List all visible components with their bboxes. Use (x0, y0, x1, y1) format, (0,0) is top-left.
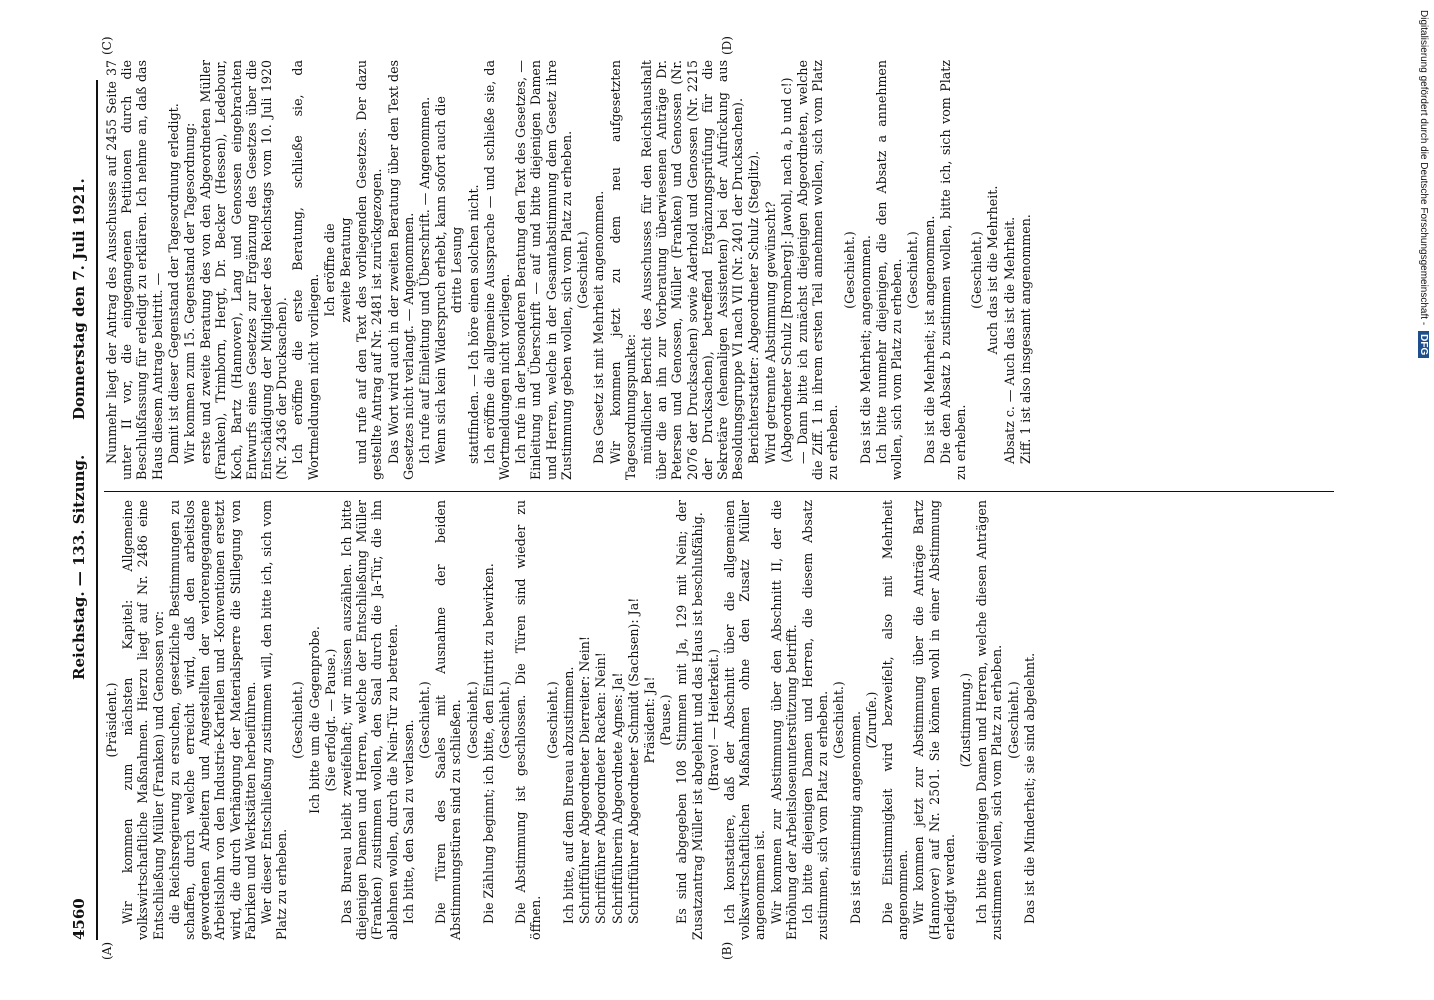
paragraph: Das Wort wird auch in der zweiten Beratung über den Text des Gesetzes nicht verlangt. — Angenommen. (385, 60, 416, 480)
paragraph: erste und zweite Beratung des von den Abgeordneten Müller (Franken), Trimborn, Hergt, Dr. Becker (Hessen), Ledebour, Koch, Bartz (Hannover), Lang und Genossen eingebrachten Entwurfs eines Gesetzes zur Ergänzung des Gesetzes über die Entschädigung der Mitglieder des Reichstags vom 10. Juli 1920 (Nr. 2436 der Drucksachen). (198, 60, 290, 480)
paragraph: Ziff. 1 ist also insgesamt angenommen. (1017, 214, 1033, 464)
paragraph: Auch das ist die Mehrheit. (985, 185, 1001, 355)
paragraph: Damit ist dieser Gegenstand der Tagesordnung erledigt. (165, 103, 181, 464)
paragraph: Ich bitte, auf dem Bureau abzustimmen. (560, 666, 576, 924)
paragraph: Das ist einstimmig angenommen. (847, 710, 863, 924)
paragraph: Wir kommen zum nächsten Kapitel: Allgemeine volkswirtschaftliche Maßnahmen. Hierzu liegt auf Nr. 2486 eine Entschließung Müller (Franken) und Genossen vor: (120, 500, 166, 940)
paragraph: (Geschieht.) (1005, 681, 1021, 759)
paragraph: Schriftführer Abgeordneter Dierreiter: Nein! (577, 636, 593, 924)
paragraph: (Geschieht.) (841, 231, 857, 309)
margin-mark-d: (D) (720, 36, 734, 55)
paragraph: Wir kommen zum 15. Gegenstand der Tagesordnung: (182, 122, 198, 464)
page-title: Reichstag. — 133. Sitzung. (70, 454, 88, 680)
paragraph: Ich eröffne die erste Beratung, schließe sie, da Wortmeldungen nicht vorliegen. (290, 60, 321, 480)
margin-mark-c: (C) (100, 36, 114, 55)
paragraph: — Dann bitte ich zunächst diejenigen Abgeordneten, welche die Ziff. 1 in ihrem ersten Teil annehmen wollen, sich vom Platz zu erheben. (794, 60, 841, 480)
page-date: Donnerstag den 7. Juli 1921. (70, 178, 88, 420)
paragraph: und rufe auf den Text des vorliegenden Gesetzes. Der dazu gestellte Antrag auf Nr. 2481 ist zurückgezogen. (354, 60, 385, 480)
paragraph: Das ist die Mehrheit; angenommen. (857, 235, 873, 464)
paragraph: (Zurufe.) (863, 691, 879, 749)
paragraph: (Präsident.) (104, 682, 119, 758)
paragraph: Ich bitte diejenigen Damen und Herren, welche diesen Anträgen zustimmen wollen, sich vom Platz zu erheben. (974, 500, 1005, 940)
paragraph: Schriftführer Abgeordneter Schmidt (Sachsen): Ja! (625, 597, 641, 924)
column-divider (104, 491, 1334, 492)
paragraph: Wir kommen jetzt zur Abstimmung über die Anträge Bartz (Hannover) auf Nr. 2501. Sie können wohl in einer Abstimmung erledigt werden. (911, 500, 957, 940)
paragraph: Es sind abgegeben 108 Stimmen mit Ja, 129 mit Nein; der Zusatzantrag Müller ist abgelehnt und das Haus ist beschlußfähig. (674, 500, 705, 940)
paragraph: (Bravo! — Heiterkeit.) (705, 648, 721, 792)
page-header (70, 80, 92, 940)
paragraph: (Geschieht.) (544, 681, 560, 759)
paragraph: dritte Lesung (449, 226, 465, 314)
margin-mark-a: (A) (100, 941, 114, 960)
paragraph: Schriftführer Abgeordneter Racken: Nein! (593, 652, 609, 924)
paragraph: Schriftführerin Abgeordnete Agnes: Ja! (609, 672, 625, 924)
paragraph: Wer dieser Entschließung zustimmen will, den bitte ich, sich vom Platz zu erheben. (259, 500, 290, 940)
dfg-logo: DFG (1418, 331, 1429, 358)
paragraph: (Pause.) (658, 694, 674, 746)
paragraph: Ich bitte diejenigen Damen und Herren, die diesem Absatz zustimmen, sich vom Platz zu erheben. (799, 500, 831, 940)
paragraph: (Zustimmung.) (957, 672, 973, 768)
paragraph: mündlicher Bericht des Ausschusses für den Reichshaushalt über die an ihn zur Vorberatung überwiesenen Anträge Dr. Petersen und Genossen, Müller (Franken) und Genossen (Nr. 2076 der Drucksachen) sowie Aderhold und Genossen (Nr. 2215 der Drucksachen), betreffend Ergänzungsprüfung für die Sekretäre (ehemaligen Assistenten) bei der Aufrückung aus Besoldungsgruppe VI nach VII (Nr. 2401 der Drucksachen). (638, 60, 746, 480)
paragraph: Die Zählung beginnt; ich bitte, den Eintritt zu bewirken. (480, 563, 496, 924)
paragraph: Wird getrennte Abstimmung gewünscht? (762, 201, 778, 464)
paragraph: Die Türen des Saales mit Ausnahme der beiden Abstimmungstüren sind zu schließen. (433, 500, 464, 940)
paragraph: Ich konstatiere, daß der Abschnitt über die allgemeinen volkswirtschaftlichen Maßnahmen ohne den Zusatz Müller angenommen ist. (721, 500, 768, 940)
paragraph: (Sie erfolgt. — Pause.) (322, 648, 338, 792)
paragraph: Das ist die Minderheit; sie sind abgelehnt. (1021, 652, 1037, 924)
watermark-strip (1413, 0, 1433, 1000)
watermark (1418, 10, 1429, 358)
paragraph: Ich rufe in der besonderen Beratung den Text des Gesetzes, — Einleitung und Überschrift — auf und bitte diejenigen Damen und Herren, welche in der Gesamtabstimmung dem Gesetz ihre Zustimmung geben wollen, sich vom Platz zu erheben. (513, 60, 574, 480)
paragraph: Ich eröffne die allgemeine Aussprache — und schließe sie, da Wortmeldungen nicht vorliegen. (481, 60, 513, 480)
paragraph: (Geschieht.) (969, 231, 985, 309)
header-rule (96, 80, 98, 940)
paragraph: Absatz c. — Auch das ist die Mehrheit. (1001, 216, 1017, 464)
paragraph: Präsident: Ja! (641, 676, 657, 764)
paragraph: Das ist die Mehrheit; ist angenommen. (921, 215, 937, 464)
paragraph: (Geschieht.) (290, 681, 306, 759)
paragraph: (Abgeordneter Schulz [Bromberg]: Jawohl, nach a, b und c!) (778, 77, 794, 463)
paragraph: Die Einstimmigkeit wird bezweifelt, also mit Mehrheit angenommen. (879, 500, 911, 940)
right-column (104, 60, 1034, 480)
paragraph: Ich bitte, den Saal zu verlassen. (400, 719, 416, 924)
paragraph: (Geschieht.) (464, 681, 480, 759)
paragraph: (Geschieht.) (417, 681, 433, 759)
paragraph: Nunmehr liegt der Antrag des Ausschusses auf 2455 Seite 37 unter II vor, die eingegangenen Petitionen durch die Beschlußfassung für erledigt zu erklären. Ich nehme an, daß das Haus diesem Antrage beitritt. — (104, 60, 165, 480)
paragraph: Ich eröffne die (321, 223, 337, 317)
paragraph: Wenn sich kein Widerspruch erhebt, kann sofort auch die (433, 96, 449, 464)
paragraph: Ich rufe auf Einleitung und Überschrift. — Angenommen. (417, 96, 433, 464)
paragraph: (Geschieht.) (575, 231, 591, 309)
paragraph: Das Gesetz ist mit Mehrheit angenommen. (591, 190, 607, 464)
paragraph: zweite Beratung (338, 217, 354, 323)
paragraph: Ich bitte um die Gegenprobe. (306, 626, 322, 814)
paragraph: die Reichsregierung zu ersuchen, gesetzliche Bestimmungen zu schaffen, durch welche erreicht wird, daß den arbeitslos gewordenen Arbeitern und Angestellten der verlorengegangene Arbeitslohn von den Industrie-Kartellen und -Konventionen ersetzt wird, die durch Verhängung der Materialsperre die Stillegung von Fabriken und Werkstätten herbeiführen. (166, 500, 258, 940)
page-number: 4560 (70, 898, 88, 940)
paragraph: (Geschieht.) (905, 231, 921, 309)
paragraph: Berichterstatter: Abgeordneter Schulz (Steglitz). (746, 150, 762, 464)
paragraph: Die den Absatz b zustimmen wollen, bitte ich, sich vom Platz zu erheben. (937, 60, 968, 480)
paragraph: Wir kommen zur Abstimmung über den Abschnitt II, der die Erhöhung der Arbeitslosenunterstützung betrifft. (768, 500, 799, 940)
paragraph: (Geschieht.) (497, 681, 513, 759)
paragraph: Das Bureau bleibt zweifelhaft; wir müssen auszählen. Ich bitte diejenigen Damen und Herren, welche der Entschließung Müller (Franken) zustimmen wollen, den Saal durch die Ja-Tür, die ihn ablehnen wollen, durch die Nein-Tür zu betreten. (339, 500, 400, 940)
paragraph: Ich bitte nunmehr diejenigen, die den Absatz a annehmen wollen, sich vom Platz zu erheben. (873, 60, 905, 480)
margin-mark-b: (B) (720, 941, 734, 960)
watermark-text: Digitalisierung gefördert durch die Deutsche Forschungsgemeinschaft - (1418, 10, 1429, 326)
left-column (104, 500, 1038, 940)
paragraph: (Geschieht.) (831, 681, 847, 759)
paragraph: stattfinden. — Ich höre einen solchen nicht. (465, 184, 481, 464)
paragraph: Die Abstimmung ist geschlossen. Die Türen sind wieder zu öffnen. (513, 500, 544, 940)
paragraph: Wir kommen jetzt zu dem neu aufgesetzten Tagesordnungspunkte: (607, 60, 638, 480)
